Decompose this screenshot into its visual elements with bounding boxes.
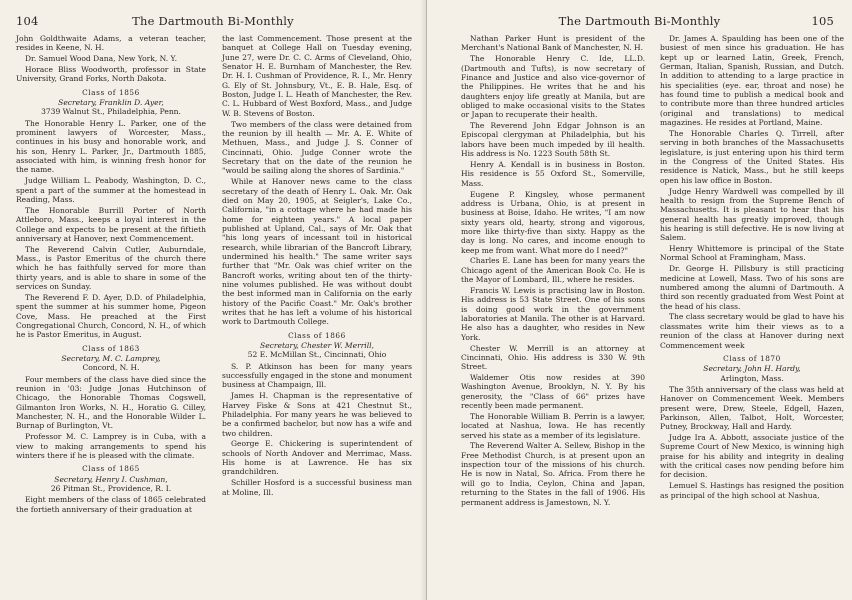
paragraph: The Honorable Henry C. Ide, LL.D. (Dartmouth and Tufts), is now secretary of Finance and Justice and also vice-governor of the Philippines. He writes that he and his daughters enjoy life greatly at Manila, but are obliged to make occasional visits to the States or Japan to recuperate their health. <box>461 54 645 120</box>
paragraph: Two members of the class were detained from the reunion by ill health — Mr. A. E. White of Methuen, Mass., and Judge J. S. Conner of Cincinnati, Ohio. Judge Conner wrote the Secretary that on the date of the reunion he "would be sailing along the shores of Sardinia." <box>222 119 412 176</box>
secretary-line: Secretary, Chester W. Merrill, <box>260 341 374 350</box>
paragraph: The 35th anniversary of the class was held at Hanover on Commencement Week. Members present were, Drew, Steele, Edgell, Hazen, Parkinson, Allen, Talbot, Holt, Worcester, Putney, Brockway, Hall and Hardy. <box>660 384 844 432</box>
paragraph: Chester W. Merrill is an attorney at Cincinnati, Ohio. His address is 330 W. 9th Street. <box>461 343 645 372</box>
paragraph: The Reverend Walter A. Sellew, Bishop in the Free Methodist Church, is at present upon an inspection tour of the missions of his church. He is now in Natal, So. Africa. From there he will go to India, Ceylon, China and Japan, returning to the States in the fall of 1906. His permanent address is Jamestown, N. Y. <box>461 441 645 507</box>
paragraph: Waldemer Otis now resides at 390 Washington Avenue, Brooklyn, N. Y. By his generosity, the "Class of 66" prizes have recently been made permanent. <box>461 373 645 411</box>
paragraph: Lemuel S. Hastings has resigned the position as principal of the high school at Nashua, <box>660 481 844 500</box>
secretary-line: Secretary, John H. Hardy, <box>703 364 801 374</box>
page-number: 104 <box>16 14 39 28</box>
paragraph: the last Commencement. Those present at the banquet at College Hall on Tuesday evening, June 27, were Dr. C. C. Arms of Cleveland, Ohio, Senator H. E. Burnham of Manchester, the Rev. Dr. H. I. Cushman of Providence, R. I., Mr. Henry G. Ely of St. Johnsbury, Vt., E. B. Hale, Esq. of Boston, Judge I. L. Heath of Manchester, the Rev. C. L. Hubbard of West Boxford, Mass., and Judge W. B. Stevens of Boston. <box>222 34 412 118</box>
text-column <box>461 34 645 508</box>
paragraph: Dr. George H. Pillsbury is still practicing medicine at Lowell, Mass. Two of his sons are numbered among the alumni of Dartmouth. A third son recently graduated from West Point at the head of his class. <box>660 264 844 311</box>
paragraph: Dr. Samuel Wood Dana, New York, N. Y. <box>25 54 177 64</box>
secretary-line: Secretary, Franklin D. Ayer, <box>58 98 164 108</box>
secretary-address: 52 E. McMillan St., Cincinnati, Ohio <box>247 350 387 360</box>
paragraph: Judge Henry Wardwell was compelled by ill health to resign from the Supreme Bench of Massachusetts. It is pleasant to hear that his general health has greatly improved, though his hearing is still defective. He is now living at Salem. <box>660 186 844 243</box>
paragraph: George E. Chickering is superintendent of schools of North Andover and Merrimac, Mass. His home is at Lawrence. He has six grandchildren. <box>222 439 412 477</box>
paragraph: Francis W. Lewis is practising law in Boston. His address is 53 State Street. One of his sons is doing good work in the government laboratories at Manila. The other is at Harvard. He also has a daughter, who resides in New York. <box>461 285 645 342</box>
paragraph: Eight members of the class of 1865 celebrated the fortieth anniversary of their graduation at <box>16 495 206 514</box>
secretary-address: Arlington, Mass. <box>720 373 784 383</box>
paragraph: Four members of the class have died since the reunion in '03: Judge Jonas Hutchinson of Chicago, the Honorable Thomas Cogswell, Gilmanton Iron Works, N. H., Horatio G. Cilley, Manchester, N. H., and the Honorable Wilder L. Burnap of Burlington, Vt. <box>16 374 206 431</box>
secretary-address: 26 Pitman St., Providence, R. I. <box>50 483 172 493</box>
paragraph: Charles E. Lane has been for many years the Chicago agent of the American Book Co. He is the Mayor of Lombard, Ill., where he resides. <box>461 256 645 285</box>
paragraph: While at Hanover news came to the class secretary of the death of Henry L. Oak. Mr. Oak died on May 20, 1905, at Seigler's, Lake Co., California, "in a cottage where he had made his home for eighteen years." A local paper published at Upland, Cal., says of Mr. Oak that "his long years of incessant toil in historical research, while librarian of the Bancroft Library, undermined his health." The same writer says further that "Mr. Oak was chief writer on the Bancroft works, writing about ten of the thirty-nine volumes published. He was without doubt the best informed man in California on the early history of the Pacific Coast." Mr. Oak's brother writes that he has left a volume of his historical work to Dartmouth College. <box>222 177 412 327</box>
paragraph: Judge Ira A. Abbott, associate justice of the Supreme Court of New Mexico, is winning high praise for his ability and integrity in dealing with the critical cases now pending before him for decision. <box>660 433 844 480</box>
secretary-address: 3739 Walnut St., Philadelphia, Penn. <box>41 107 181 117</box>
paragraph: Nathan Parker Hunt is president of the Merchant's National Bank of Manchester, N. H. <box>461 34 645 53</box>
text-column <box>222 34 412 499</box>
class-heading: Class of 1865 <box>82 464 140 474</box>
running-title: The Dartmouth Bi-Monthly <box>132 14 294 28</box>
paragraph: Professor M. C. Lamprey is in Cuba, with a view to making arrangements to spend his winters there if he is pleased with the climate. <box>16 432 206 460</box>
text-column <box>16 34 206 516</box>
paragraph: Judge William L. Peabody, Washington, D. C., spent a part of the summer at the homestead in Reading, Mass. <box>16 176 206 204</box>
paragraph: The Reverend F. D. Ayer, D.D. of Philadelphia, spent the summer at his summer home, Pigeon Cove, Mass. He preached at the First Congregational Church, Concord, N. H., of which he is Pastor Emeritus, in August. <box>16 292 206 340</box>
running-title: The Dartmouth Bi-Monthly <box>558 14 721 28</box>
paragraph: The Reverend Calvin Cutler, Auburndale, Mass., is Pastor Emeritus of the church there which he has faithfully served for more than thirty years, and is able to share in some of the services on Sunday. <box>16 244 206 292</box>
paragraph: Eugene P. Kingsley, whose permanent address is Urbana, Ohio, is at present in business at Boise, Idaho. He writes, "I am now sixty years old, hearty, strong and vigorous, more like thirty-five than sixty. Happy as the day is long. No cares, and income enough to keep me from want. What more do I need?" <box>461 189 645 255</box>
class-heading: Class of 1870 <box>723 353 781 363</box>
paragraph: The Reverend John Edgar Johnson is an Episcopal clergyman at Philadelphia, but his labors have been much impeded by ill health. His address is No. 1223 South 58th St. <box>461 121 645 159</box>
paragraph: The Honorable William B. Perrin is a lawyer, located at Nashua, Iowa. He has recently served his state as a member of its legislature. <box>461 411 645 440</box>
paragraph: S. P. Atkinson has been for many years successfully engaged in the stone and monument business at Champaign, Ill. <box>222 361 412 390</box>
class-heading: Class of 1866 <box>288 330 346 340</box>
paragraph: Horace Bliss Woodworth, professor in State University, Grand Forks, North Dakota. <box>16 65 206 84</box>
paragraph: The Honorable Burrill Porter of North Attleboro, Mass., keeps a loyal interest in the College and expects to be present at the fiftieth anniversary at Hanover, next Commencement. <box>16 205 206 243</box>
class-heading: Class of 1863 <box>82 343 140 353</box>
secretary-address: Concord, N. H. <box>82 363 140 373</box>
paragraph: James H. Chapman is the representative of Harvey Fiske & Sons at 421 Chestnut St., Philadelphia. For many years he was believed to be a confirmed bachelor, but now has a wife and two children. <box>222 391 412 438</box>
right-page-header <box>427 14 852 30</box>
secretary-line: Secretary, Henry I. Cushman, <box>54 474 168 484</box>
paragraph: Henry Whittemore is principal of the State Normal School at Framingham, Mass. <box>660 244 844 263</box>
secretary-line: Secretary, M. C. Lamprey, <box>61 354 161 363</box>
paragraph: Schiller Hosford is a successful business man at Moline, Ill. <box>222 478 412 497</box>
left-page-header <box>0 14 426 30</box>
paragraph: Dr. James A. Spaulding has been one of the busiest of men since his graduation. He has kept up or learned Latin, Greek, French, German, Italian, Spanish, Russian, and Dutch. In addition to attending to a large practice in his specialities (eye. ear, throat and nose) he has found time to publish a medical book and to contribute more than three hundred articles (original and translations) to medical magazines. He resides at Portland, Maine. <box>660 34 844 128</box>
right-page <box>427 0 852 600</box>
text-column <box>660 34 844 502</box>
paragraph: The class secretary would be glad to have his classmates write him their views as to a reunion of the class at Hanover during next Commencement week <box>660 312 844 350</box>
paragraph: Henry A. Kendall is in business in Boston. His residence is 55 Oxford St., Somerville, Mass. <box>461 159 645 188</box>
class-heading: Class of 1856 <box>82 87 140 97</box>
page-number: 105 <box>811 14 834 28</box>
paragraph: John Goldthwaite Adams, a veteran teacher, resides in Keene, N. H. <box>16 34 206 53</box>
paragraph: The Honorable Charles Q. Tirrell, after serving in both branches of the Massachusetts legislature, is just entering upon his third term in the Congress of the United States. His residence is Natick, Mass., but he still keeps open his law office in Boston. <box>660 128 844 185</box>
paragraph: The Honorable Henry L. Parker, one of the prominent lawyers of Worcester, Mass., continues in his busy and honorable work, and his son, Henry L. Parker, Jr., Dartmouth 1885, associated with him, is winning fresh honor for the name. <box>16 118 206 175</box>
